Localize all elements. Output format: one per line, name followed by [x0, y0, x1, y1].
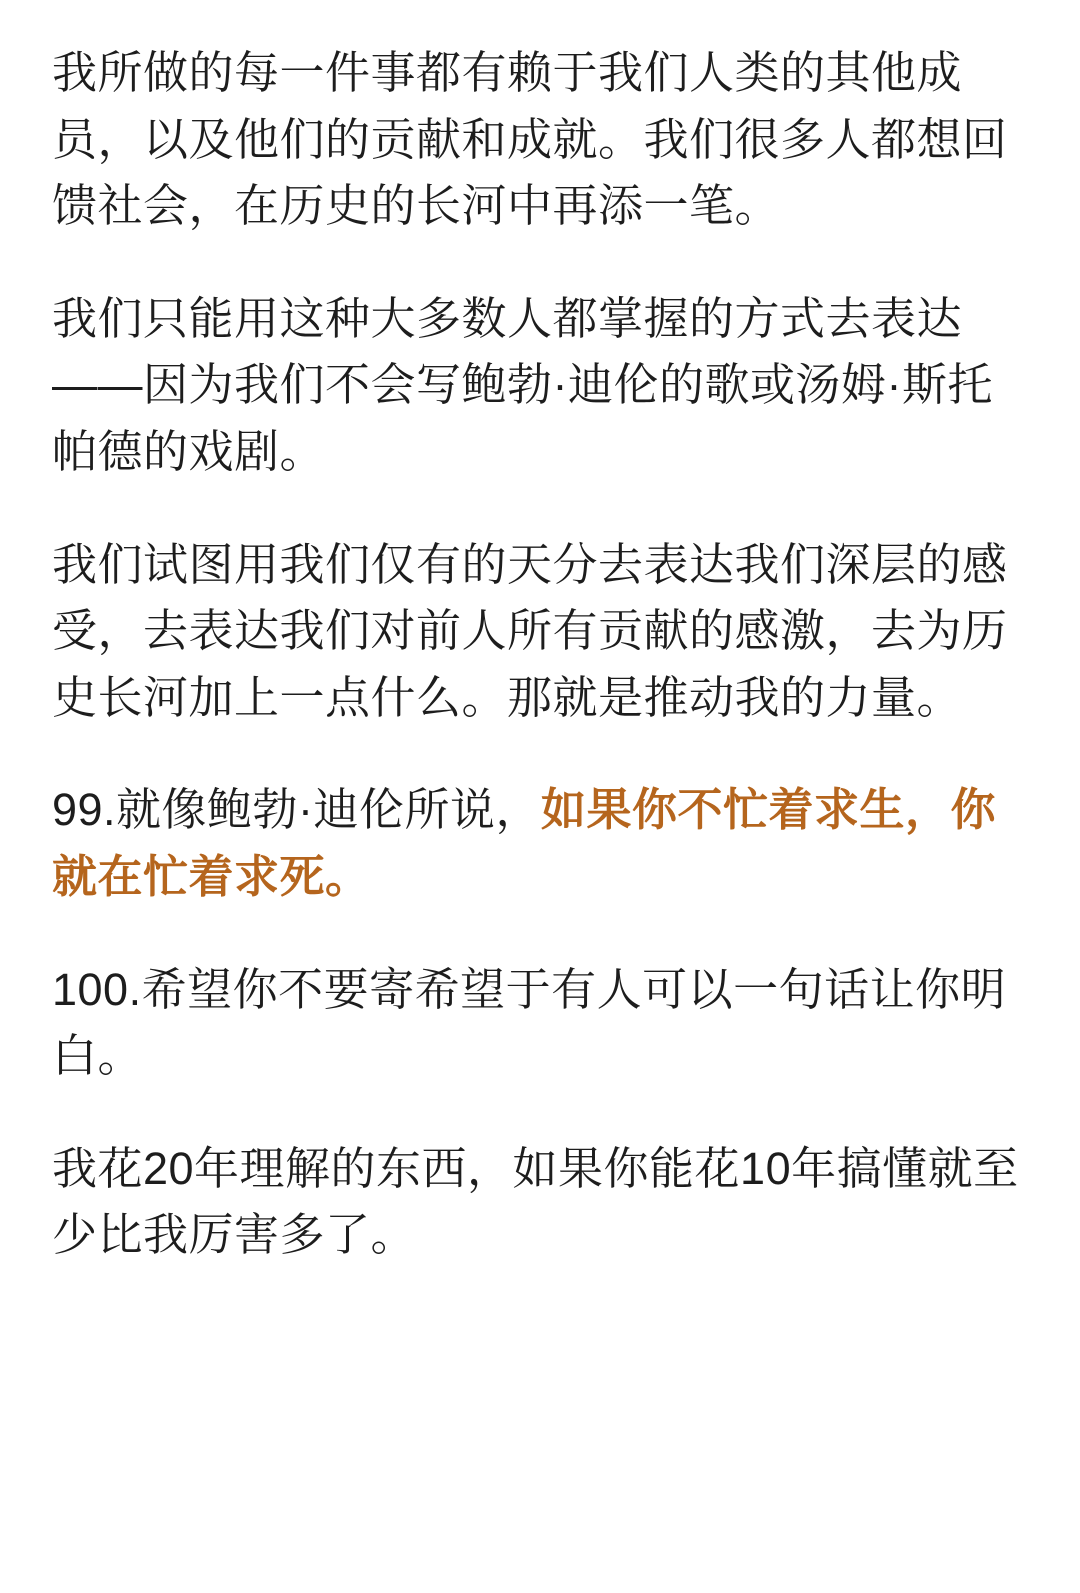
paragraph-3: 我们试图用我们仅有的天分去表达我们深层的感受，去表达我们对前人所有贡献的感激，去为历史长河加上一点什么。那就是推动我的力量。: [52, 538, 1008, 723]
paragraph-5-item-100: 100.希望你不要寄希望于有人可以一句话让你明白。: [52, 963, 1007, 1082]
paragraph-2: 我们只能用这种大多数人都掌握的方式去表达——因为我们不会写鲍勃·迪伦的歌或汤姆·斯托帕德的戏剧。: [52, 292, 993, 477]
item-99-lead-text: 99.就像鲍勃·迪伦所说，: [52, 784, 542, 836]
item-99-highlighted-quote: 如果你不忙着求生，你就在忙着求死。: [52, 784, 997, 902]
paragraph-1: 我所做的每一件事都有赖于我们人类的其他成员，以及他们的贡献和成就。我们很多人都想回馈社会，在历史的长河中再添一笔。: [52, 47, 1008, 232]
paragraph-6: 我花20年理解的东西，如果你能花10年搞懂就至少比我厉害多了。: [52, 1142, 1019, 1261]
paragraph-4-item-99: [52, 777, 1028, 910]
